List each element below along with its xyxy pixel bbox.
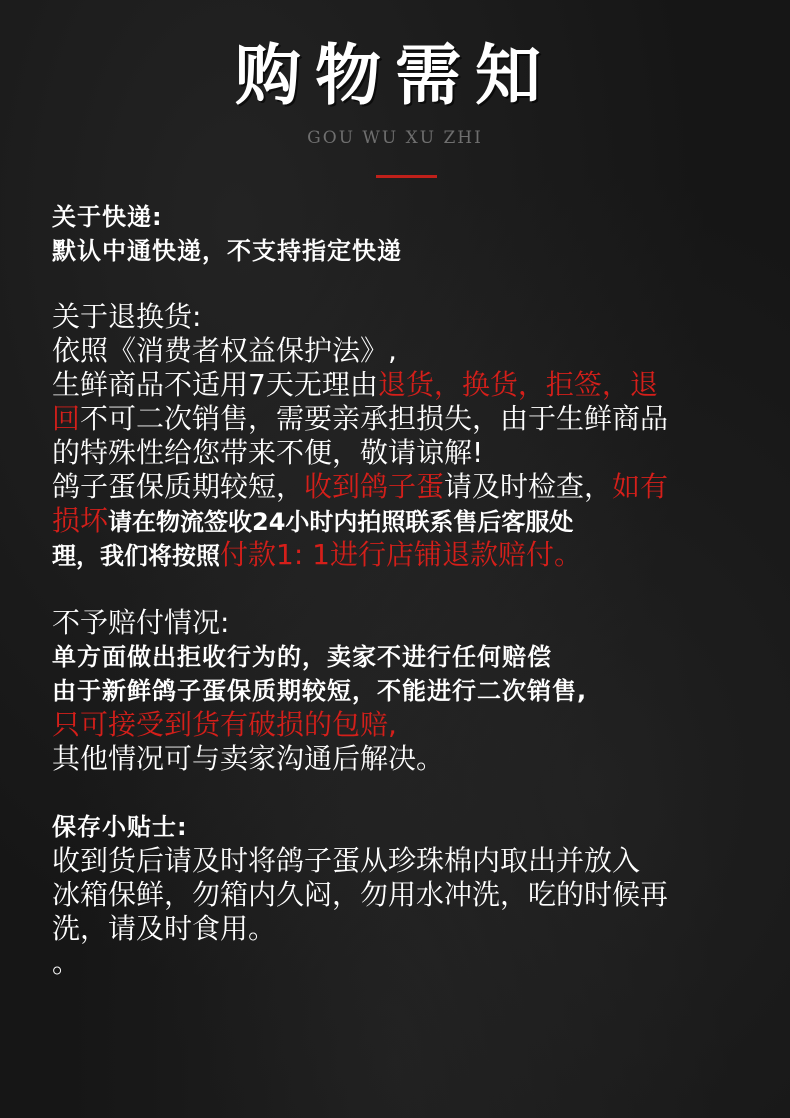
no-compensation-line-4: 其他情况可与卖家沟通后解决。 bbox=[52, 742, 445, 775]
returns-line-5-highlight-b: 如有 bbox=[612, 470, 669, 503]
returns-line-2-highlight: 退货，换货，拒签，退 bbox=[377, 368, 658, 401]
returns-line-3-highlight: 回 bbox=[52, 402, 81, 435]
returns-line-5 bbox=[52, 470, 752, 504]
no-compensation-line-1: 单方面做出拒收行为的，卖家不进行任何赔偿 bbox=[52, 643, 552, 671]
returns-line-2-text: 生鲜商品不适用7天无理由 bbox=[52, 368, 378, 401]
returns-line-4: 的特殊性给您带来不便，敬请谅解! bbox=[52, 436, 484, 469]
returns-line-3-text: 不可二次销售，需要亲承担损失，由于生鲜商品 bbox=[80, 402, 669, 435]
page-subtitle: GOU WU XU ZHI bbox=[307, 128, 483, 148]
title-divider bbox=[376, 175, 437, 178]
delivery-heading: 关于快递: bbox=[52, 203, 163, 231]
delivery-text: 默认中通快递，不支持指定快递 bbox=[52, 237, 402, 265]
tips-line-4: 。 bbox=[52, 946, 81, 979]
returns-line-5-text-a: 鸽子蛋保质期较短， bbox=[52, 470, 305, 503]
tips-line-2: 冰箱保鲜，勿箱内久闷，勿用水冲洗，吃的时候再 bbox=[52, 878, 669, 911]
returns-line-7-highlight: 付款1: 1进行店铺退款赔付。 bbox=[220, 538, 582, 571]
tips-line-3: 洗，请及时食用。 bbox=[52, 912, 277, 945]
returns-line-5-highlight-a: 收到鸽子蛋 bbox=[304, 470, 445, 503]
returns-line-6 bbox=[52, 504, 752, 538]
returns-line-7 bbox=[52, 538, 752, 572]
returns-heading: 关于退换货: bbox=[52, 300, 202, 333]
page-title: 购物需知 bbox=[235, 37, 555, 114]
no-compensation-line-2: 由于新鲜鸽子蛋保质期较短，不能进行二次销售, bbox=[52, 677, 588, 705]
notice-content bbox=[52, 200, 752, 980]
tips-line-1: 收到货后请及时将鸽子蛋从珍珠棉内取出并放入 bbox=[52, 844, 641, 877]
returns-line-1: 依照《消费者权益保护法》, bbox=[52, 334, 397, 367]
returns-line-6-highlight: 损坏 bbox=[52, 504, 109, 537]
returns-line-6-text: 请在物流签收24小时内拍照联系售后客服处 bbox=[108, 508, 574, 536]
returns-line-3 bbox=[52, 402, 752, 436]
returns-line-2 bbox=[52, 368, 752, 402]
no-compensation-heading: 不予赔付情况: bbox=[52, 606, 230, 639]
returns-line-5-text-b: 请及时检查， bbox=[444, 470, 613, 503]
tips-heading: 保存小贴士: bbox=[52, 813, 188, 841]
no-compensation-line-3: 只可接受到货有破损的包赔, bbox=[52, 708, 397, 741]
returns-line-7-text: 理，我们将按照 bbox=[52, 542, 220, 570]
